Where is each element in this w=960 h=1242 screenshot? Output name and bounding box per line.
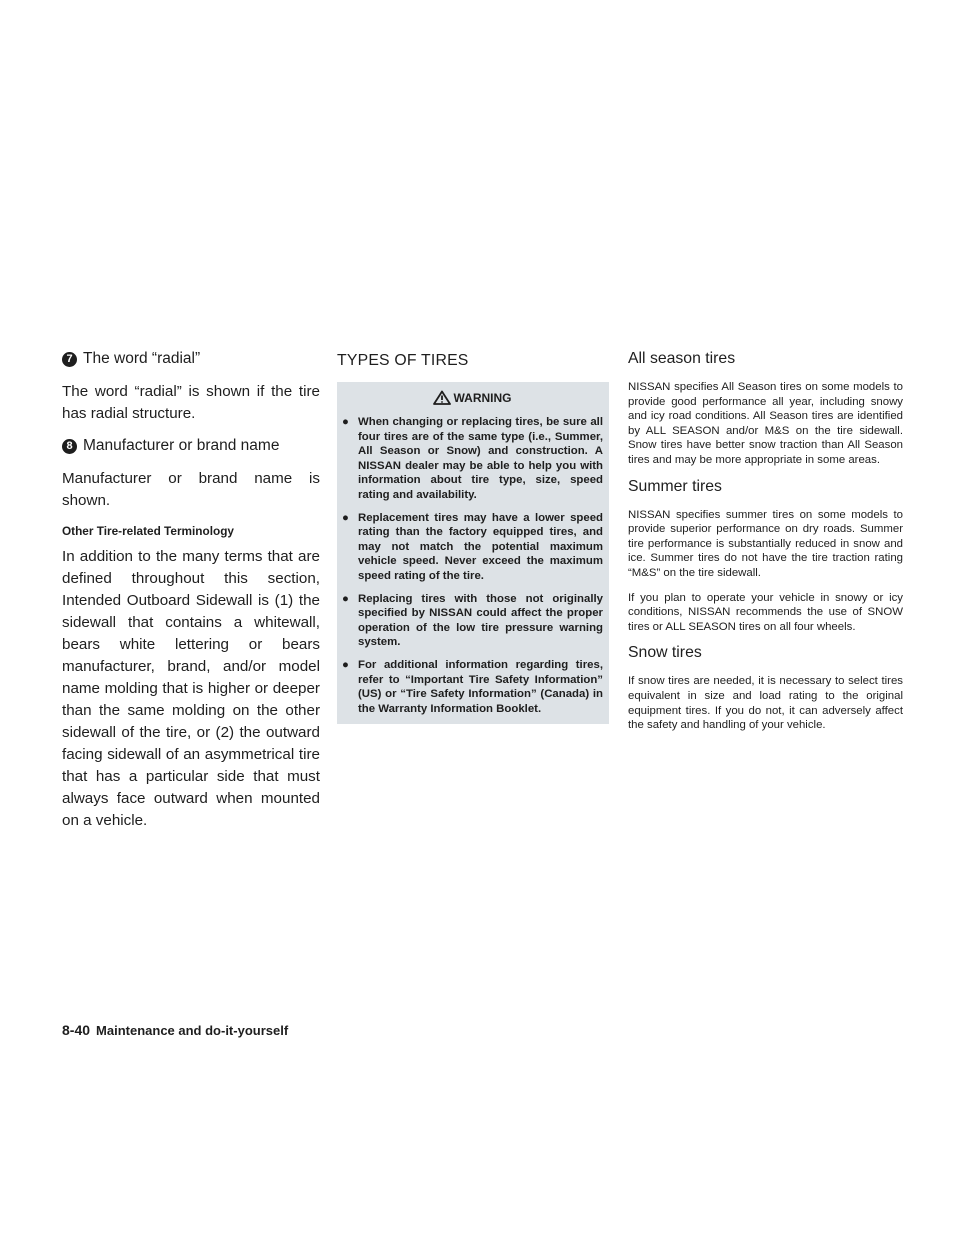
section-title: TYPES OF TIRES — [337, 352, 469, 369]
warning-item: ● Replacing tires with those not originally specified by NISSAN could affect the proper operation of the low tire pressure warning system. — [342, 592, 603, 649]
warning-box — [337, 382, 609, 724]
item-7-body: The word “radial” is shown if the tire has radial structure. — [62, 383, 320, 422]
column-left — [62, 350, 320, 844]
item-8-heading — [62, 437, 320, 455]
snow-body: If snow tires are needed, it is necessary to select tires equivalent in size and load rating to the original equipment tires. If you do not, it can adversely affect the safety and handling of your vehicle. — [628, 675, 903, 732]
circled-number-7: 7 — [62, 352, 77, 367]
column-right — [628, 350, 903, 743]
page-footer — [62, 1022, 288, 1038]
chapter-title: Maintenance and do-it-yourself — [96, 1023, 289, 1038]
bullet: ● — [342, 511, 349, 524]
warning-item: ● Replacement tires may have a lower speed rating than the factory equipped tires, and may not match the potential maximum vehicle speed. Never exceed the maximum speed rating of the tire. — [342, 511, 603, 582]
warning-item: ● When changing or replacing tires, be sure all four tires are of the same type (i.e., Summer, All Season or Snow) and construction. A NISSAN dealer may be able to help you with information about tire type, size, speed rating and availability. — [342, 416, 603, 501]
bullet: ● — [342, 592, 349, 605]
summer-body-2: If you plan to operate your vehicle in snowy or icy conditions, NISSAN recommends the use of SNOW tires or ALL SEASON tires on all four wheels. — [628, 591, 903, 633]
all-season-body: NISSAN specifies All Season tires on some models to provide good performance all year, including snowy and icy road conditions. All Season tires are identified by ALL SEASON and/or M&S on the tire sidewall. Snow tires have better snow traction than All Season tires and may be more appropriate in some areas. — [628, 381, 903, 466]
all-season-heading: All season tires — [628, 350, 736, 367]
circled-number-8: 8 — [62, 439, 77, 454]
item-7-heading — [62, 350, 320, 368]
item-8-title: Manufacturer or brand name — [83, 437, 280, 454]
item-8-body: Manufacturer or brand name is shown. — [62, 470, 320, 509]
summer-heading: Summer tires — [628, 477, 722, 495]
warning-header — [341, 390, 603, 405]
warning-label: WARNING — [453, 390, 512, 405]
snow-heading: Snow tires — [628, 644, 702, 662]
warning-triangle-icon — [433, 390, 451, 405]
page-number: 8-40 — [62, 1022, 91, 1038]
item-7-title: The word “radial” — [83, 350, 201, 367]
warning-list — [341, 415, 603, 716]
warning-item: ● For additional information regarding tires, refer to “Important Tire Safety Information” (US) or “Tire Safety Information” (Canada) in the Warranty Information Booklet. — [342, 658, 603, 715]
terminology-subheading: Other Tire-related Terminology — [62, 524, 234, 538]
bullet: ● — [342, 416, 349, 428]
bullet: ● — [342, 658, 349, 671]
column-middle — [337, 350, 609, 724]
terminology-paragraph: In addition to the many terms that are defined throughout this section, Intended Outboard Sidewall is (1) the sidewall that contains a whitewall, bears white lettering or bears manufacturer, brand, and/or model name molding that is higher or deeper than the same molding on the other sidewall of the tire, or (2) the outward facing sidewall of an asymmetrical tire that has a particular side that must always face outward when mounted on a vehicle. — [62, 548, 320, 829]
summer-body-1: NISSAN specifies summer tires on some models to provide superior performance on dry roads. Summer tire performance is substantially reduced in snow and ice. Summer tires do not have the tire traction rating “M&S” on the tire sidewall. — [628, 508, 903, 579]
